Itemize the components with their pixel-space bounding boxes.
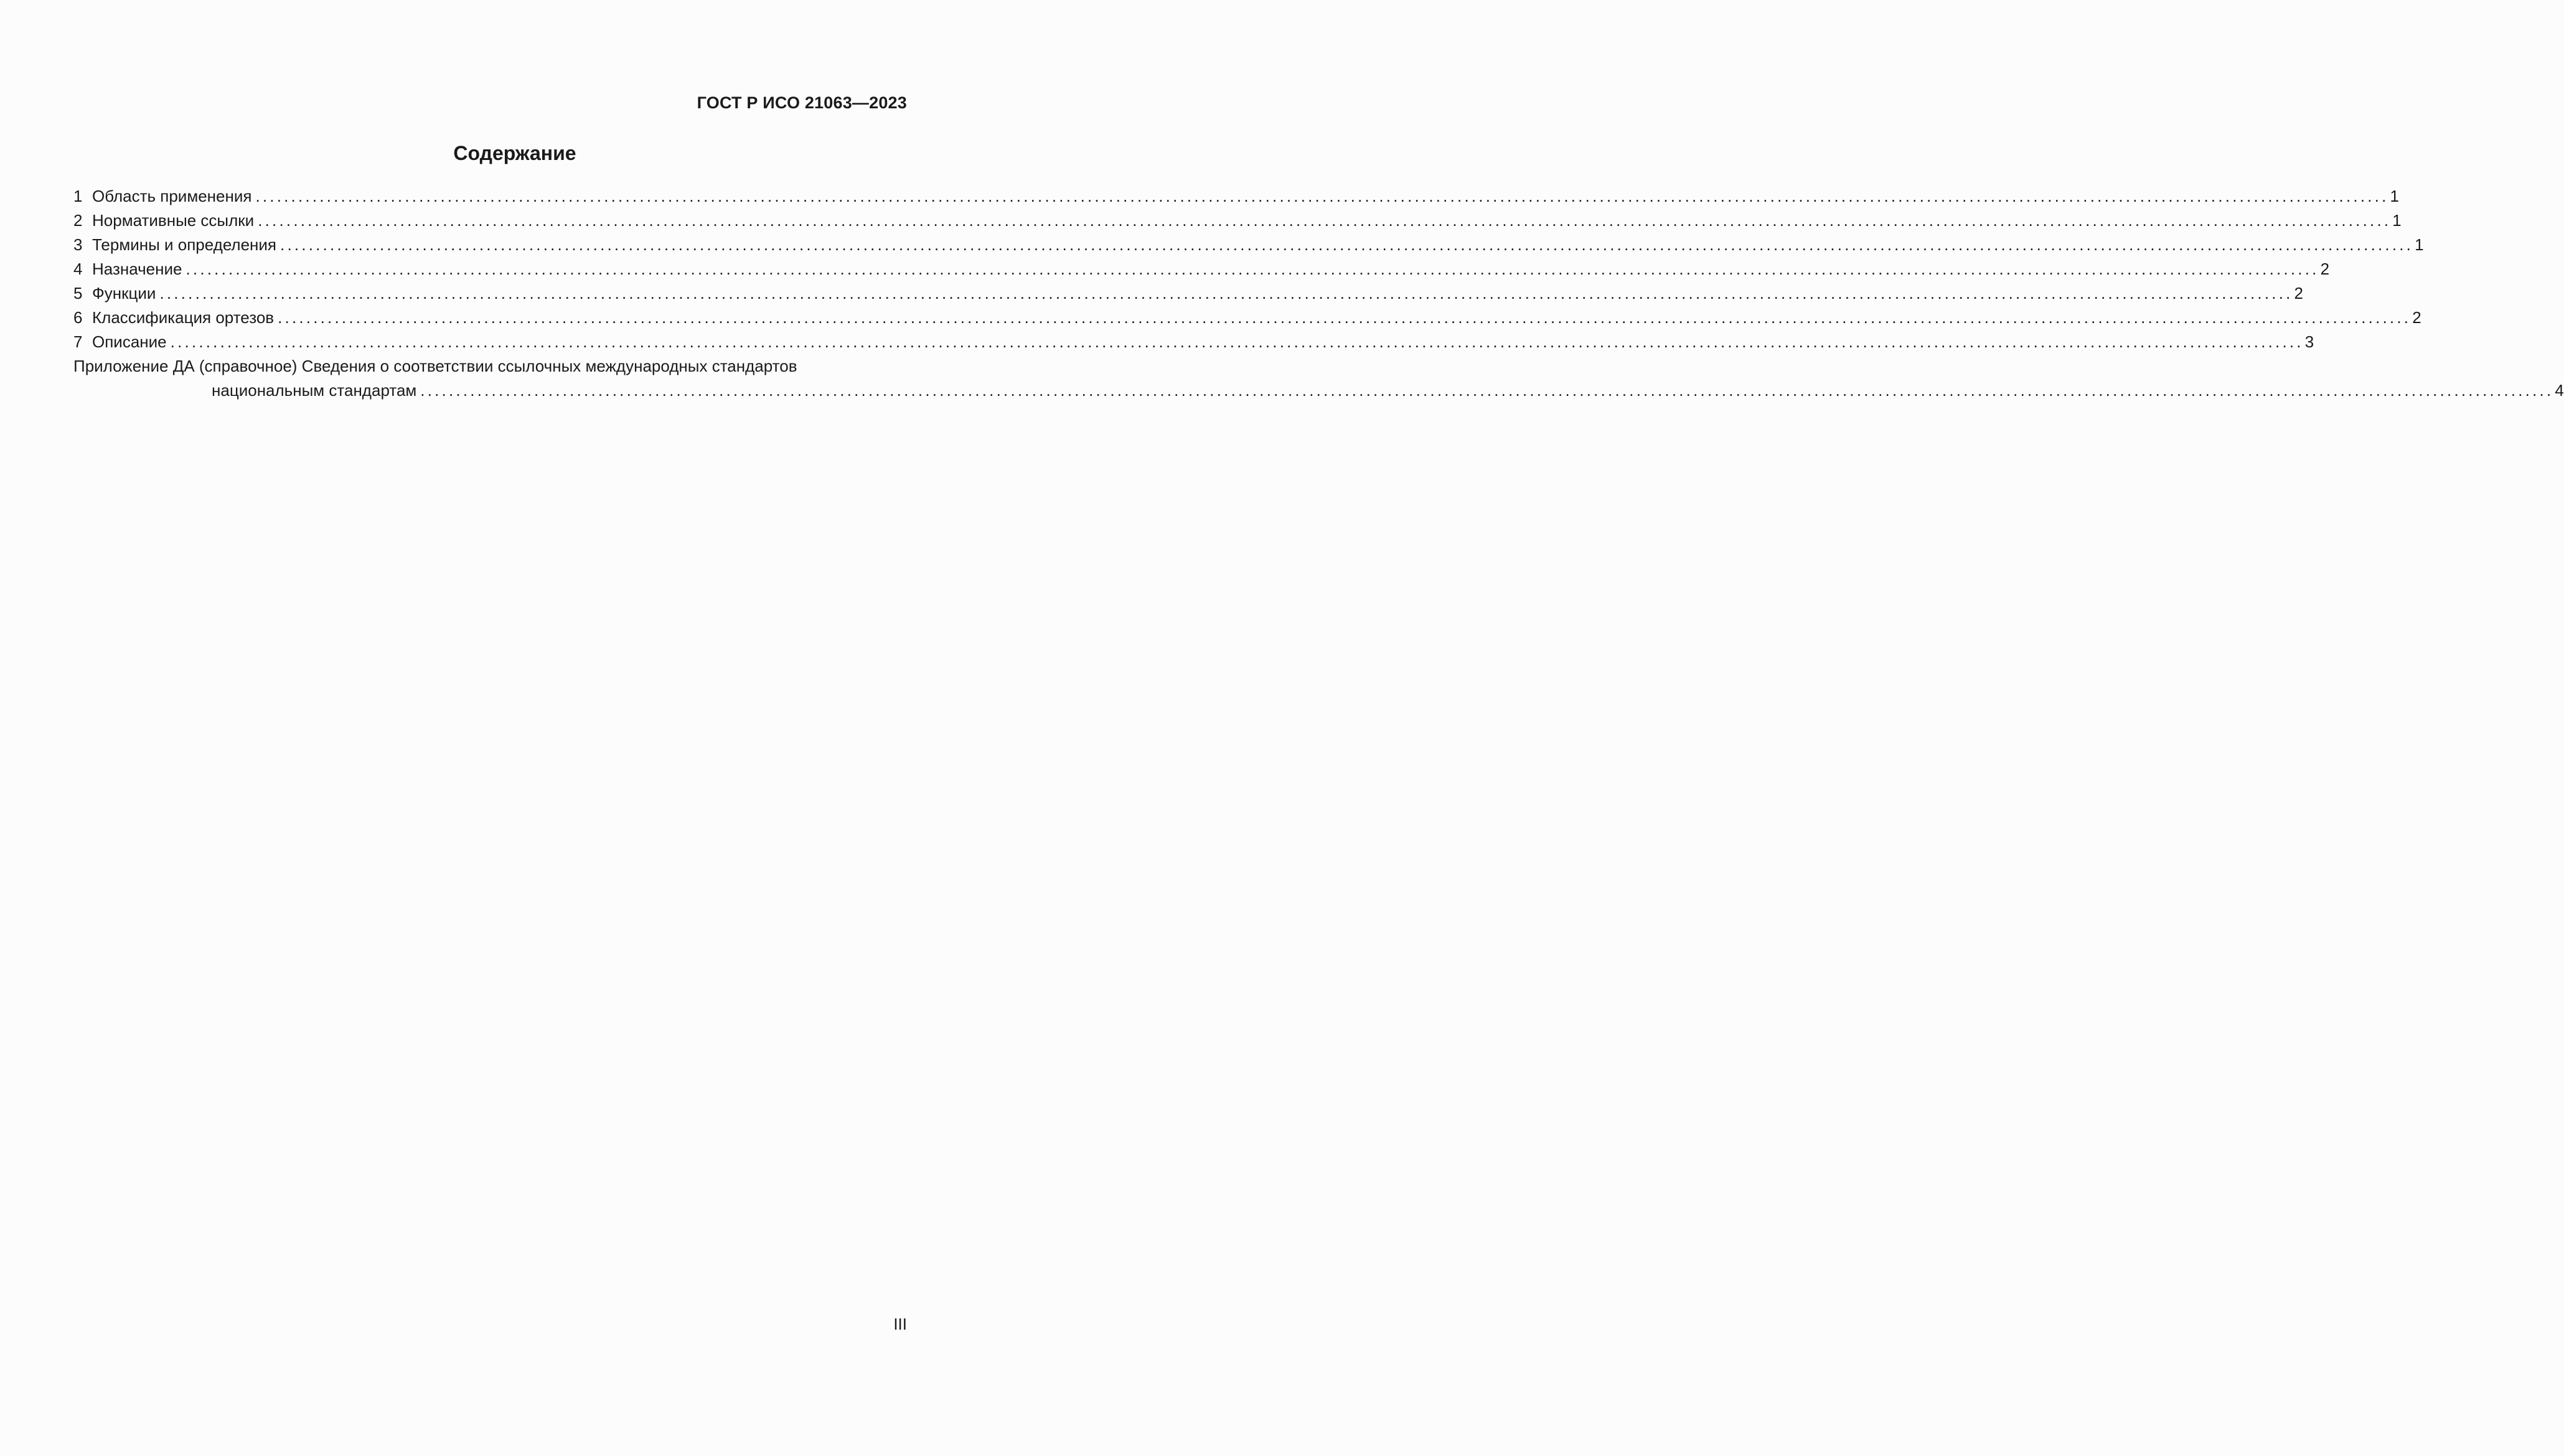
dot-leader: ............................................................................................................................................................................................................................................................................................................	[255, 187, 2389, 205]
toc-entry-number: 2	[73, 211, 83, 230]
page-number: III	[893, 1315, 907, 1333]
toc-entry[interactable]	[73, 257, 2330, 281]
toc-entry-number: 3	[73, 235, 83, 254]
toc-entry-page: 1	[2390, 187, 2399, 205]
toc-entry-label: Термины и определения	[92, 235, 277, 254]
toc-entry-page: 1	[2392, 211, 2402, 230]
dot-leader: ............................................................................................................................................................................................................................................................................................................	[170, 332, 2304, 351]
toc-entry-page: 2	[2294, 284, 2304, 303]
toc-entry-page: 2	[2320, 260, 2330, 278]
dot-leader: ............................................................................................................................................................................................................................................................................................................	[280, 235, 2414, 254]
toc-entry[interactable]	[73, 184, 2399, 209]
toc-entry[interactable]	[73, 281, 2304, 306]
toc-entry-page: 1	[2415, 235, 2424, 254]
toc-entry[interactable]	[73, 209, 2402, 233]
toc-entry-number: 7	[73, 332, 83, 351]
toc-annex-title: Приложение ДА (справочное) Сведения о соответствии ссылочных международных стандартов	[73, 357, 797, 375]
toc-annex-page: 4	[2555, 381, 2564, 400]
dot-leader: ............................................................................................................................................................................................................................................................................................................	[278, 308, 2411, 327]
document-code: ГОСТ Р ИСО 21063—2023	[697, 93, 907, 112]
toc-entry-label: Нормативные ссылки	[92, 211, 255, 230]
dot-leader: ............................................................................................................................................................................................................................................................................................................	[159, 284, 2293, 303]
dot-leader: ............................................................................................................................................................................................................................................................................................................	[420, 381, 2554, 400]
dot-leader: ............................................................................................................................................................................................................................................................................................................	[258, 211, 2392, 230]
dot-leader: ............................................................................................................................................................................................................................................................................................................	[185, 260, 2319, 278]
toc-entry-number: 4	[73, 260, 83, 278]
toc-entry-label: Описание	[92, 332, 167, 351]
toc-entry-page: 3	[2304, 332, 2314, 351]
toc-entry[interactable]	[73, 233, 2424, 257]
toc-entry-label: Функции	[92, 284, 156, 303]
toc-annex-entry[interactable]	[73, 354, 2564, 403]
toc-entry-page: 2	[2412, 308, 2421, 327]
toc-title: Содержание	[453, 142, 576, 164]
toc-entry[interactable]	[73, 330, 2314, 354]
toc-entry-label: Область применения	[92, 187, 252, 205]
toc-entry-number: 6	[73, 308, 83, 327]
toc-annex-continuation	[73, 378, 2564, 403]
toc-entry[interactable]	[73, 306, 2421, 330]
table-of-contents	[73, 184, 2564, 403]
toc-entry-number: 5	[73, 284, 83, 303]
toc-entry-label: Классификация ортезов	[92, 308, 275, 327]
toc-entry-label: Назначение	[92, 260, 182, 278]
toc-entry-number: 1	[73, 187, 83, 205]
toc-annex-label: национальным стандартам	[212, 381, 417, 400]
